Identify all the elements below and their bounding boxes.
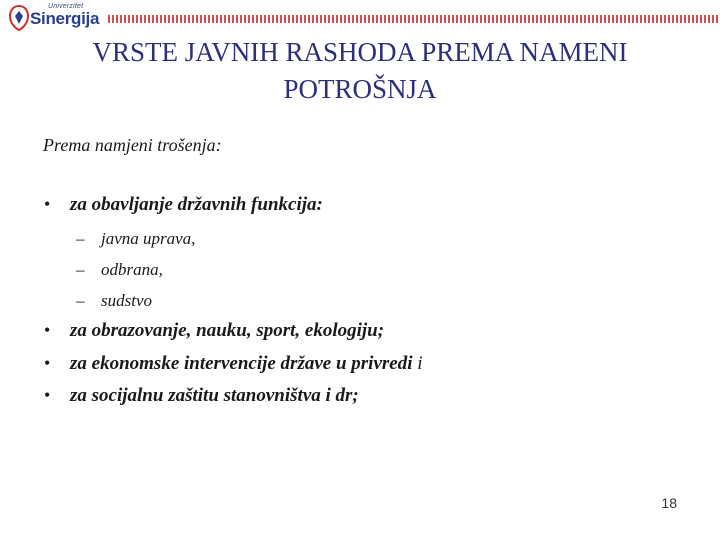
dash-icon: – xyxy=(76,260,85,279)
bullet-text: za socijalnu zaštitu stanovništva i dr; xyxy=(70,385,359,406)
bullet-text: za ekonomske intervencije države u privredi xyxy=(70,353,413,374)
sub-list-item xyxy=(76,291,152,311)
dash-icon: – xyxy=(76,229,85,248)
logo-main-text: Sinergija xyxy=(30,9,100,28)
list-item xyxy=(44,320,384,342)
bullet-icon: • xyxy=(44,194,51,214)
sub-list-item xyxy=(76,229,195,249)
logo-emblem-icon xyxy=(8,4,30,32)
title-line-1: VRSTE JAVNIH RASHODA PREMA NAMENI xyxy=(92,37,628,67)
intro-text: Prema namjeni trošenja: xyxy=(43,135,222,155)
slide-title xyxy=(40,34,680,108)
bullet-icon: • xyxy=(44,353,51,373)
dash-icon: – xyxy=(76,291,85,310)
university-logo xyxy=(8,2,108,34)
list-item xyxy=(44,385,359,407)
bullet-text: za obrazovanje, nauku, sport, ekologiju; xyxy=(70,320,385,341)
bullet-text: za obavljanje državnih funkcija: xyxy=(70,194,323,215)
logo-small-text: Univerzitet xyxy=(48,3,84,10)
header-stripe xyxy=(108,15,720,23)
list-item xyxy=(44,194,323,216)
sub-item-text: odbrana, xyxy=(101,260,163,279)
list-item xyxy=(44,353,423,375)
sub-item-text: sudstvo xyxy=(101,291,152,310)
title-line-2: POTROŠNJA xyxy=(283,74,437,104)
bullet-icon: • xyxy=(44,385,51,405)
sub-list-item xyxy=(76,260,163,280)
bullet-trailing-text: i xyxy=(417,353,423,374)
header-bar xyxy=(0,0,720,36)
bullet-icon: • xyxy=(44,320,51,340)
page-number: 18 xyxy=(661,495,677,511)
sub-item-text: javna uprava, xyxy=(101,229,196,248)
